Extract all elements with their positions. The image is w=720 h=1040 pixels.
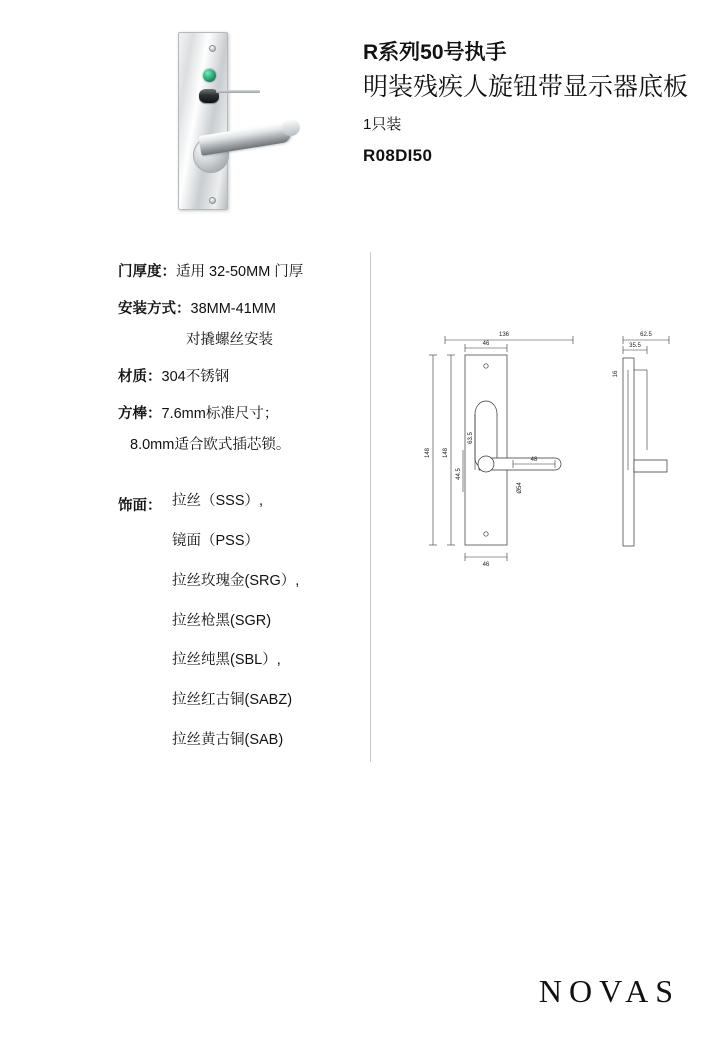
dim-plate-height: 148 [425,447,431,459]
dim-side-thickness: 16 [613,370,619,378]
dim-lever-length: 48 [530,457,538,463]
spec-value: 适用 32-50MM 门厚 [176,264,304,280]
finishes-list [172,492,368,750]
spec-label: 门厚度： [118,264,176,280]
product-photo [170,28,295,218]
spec-label: 方棒： [118,406,162,423]
dim-width-top: 136 [498,332,510,338]
footer [0,973,720,1010]
dim-rosette: Ø54 [517,482,523,494]
finishes-section [118,492,368,771]
spindle [216,90,260,93]
spec-sub-value: 对撬螺丝安装 [186,332,273,349]
finishes-label: 饰面： [118,498,162,514]
product-name-title: 明装残疾人旋钮带显示器底板 [363,73,689,102]
spec-value: 304不锈钢 [161,369,230,386]
finish-item: 镜面（PSS） [172,532,260,549]
door-plate-image [178,32,228,210]
screw-top-icon [209,45,216,52]
product-series-title: R系列50号执手 [363,41,507,64]
dim-lever-lower: 44.5 [456,468,462,480]
dim-inner-height: 148 [443,447,449,459]
dim-side-depth: 62.5 [640,332,652,338]
indicator-led-icon [203,69,216,82]
header-text-block [363,40,703,166]
screw-bottom-icon [209,197,216,204]
technical-drawing [395,310,695,600]
finish-item: 拉丝黄古铜(SAB) [172,732,284,749]
vertical-divider [370,252,371,762]
model-code: R08DI50 [363,146,433,166]
product-header [0,0,720,240]
finish-item: 拉丝（SSS）, [172,493,264,509]
spec-row-spindle [118,404,368,456]
spec-row-material [118,367,368,388]
finish-item: 拉丝纯黑(SBL）, [172,652,281,669]
spec-row-door-thickness [118,262,368,283]
spec-sub-value: 8.0mm适合欧式插芯锁。 [130,437,291,454]
dim-lever-offset: 63.5 [468,432,474,444]
dim-plate-width-top: 46 [482,341,490,347]
finish-item: 拉丝玫瑰金(SRG）, [172,572,300,589]
spec-value: 38MM-41MM [190,301,276,318]
finish-item: 拉丝红古铜(SABZ) [172,692,293,709]
spec-row-installation [118,299,368,351]
specifications-list [118,262,368,472]
pack-quantity: 1只装 [363,116,402,134]
spec-value: 7.6mm标准尺寸； [161,406,279,423]
finish-item: 拉丝枪黑(SGR) [172,612,272,629]
spec-label: 安装方式： [118,301,191,318]
dim-plate-width-bottom: 46 [482,562,490,568]
spec-label: 材质： [118,369,162,386]
brand-logo: NOVAS [538,973,680,1009]
dim-side-plate-depth: 35.5 [629,343,641,349]
